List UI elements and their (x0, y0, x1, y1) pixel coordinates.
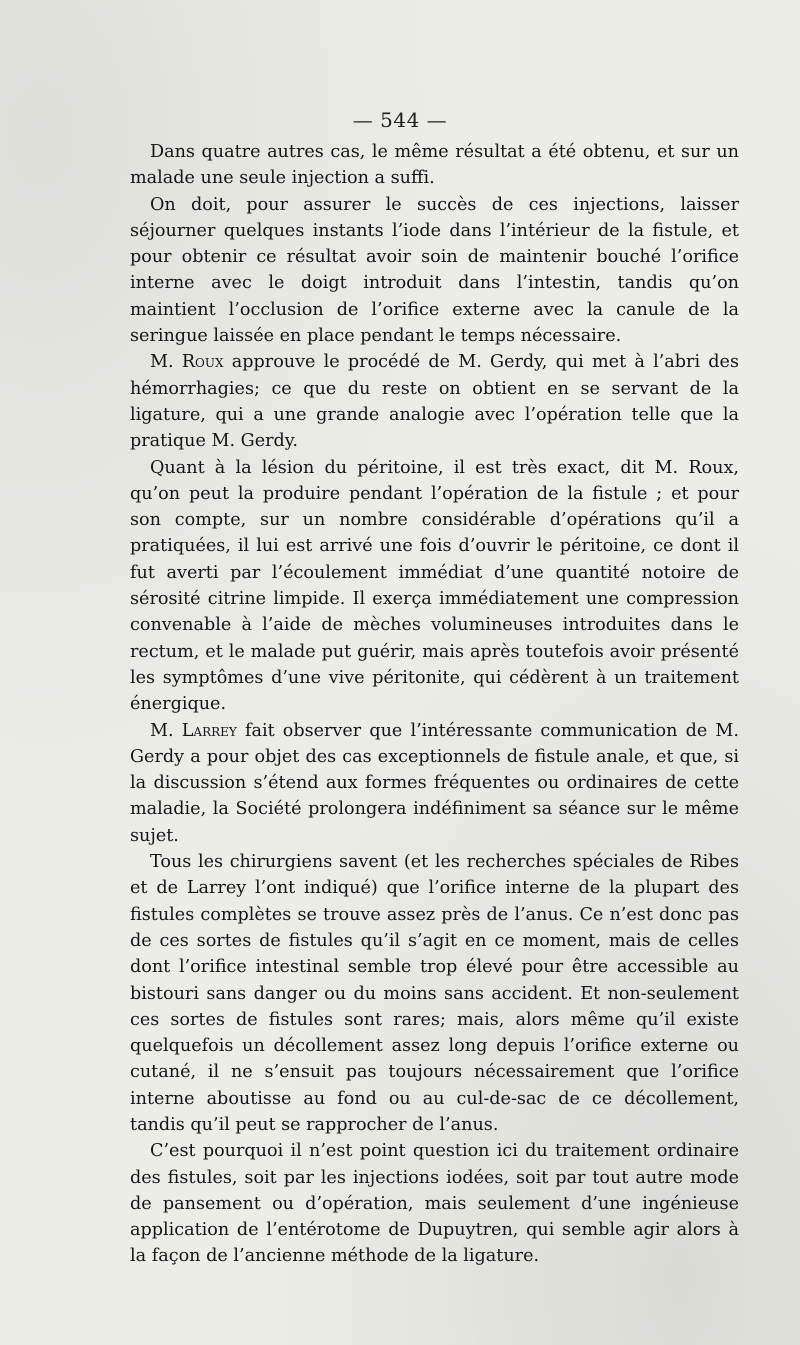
paragraph-4: Quant à la lésion du péritoine, il est très exact, dit M. Roux, qu’on peut la produire pendant l’opération de la fistule ; et pour son compte, sur un nombre considérable d’opérations qu’il a pratiquées, il lui est arrivé une fois d’ouvrir le péritoine, ce dont il fut averti par l’écoulement immédiat d’une quantité notoire de sérosité citrine limpide. Il exerça immédiatement une compression convenable à l’aide de mèches volumineuses introduites dans le rectum, et le malade put guérir, mais après toutefois avoir présenté les symptômes d’une vive péritonite, qui cédèrent à un traitement énergique. (130, 457, 739, 715)
paragraph-3-text: approuve le procédé de M. Gerdy, qui met à l’abri des hémorrhagies; ce que du reste on obtient en se servant de la ligature, qui a une grande analogie avec l’opération telle que la pratique M. Gerdy. (130, 352, 739, 452)
speaker-roux: M. Roux (150, 352, 224, 373)
body-text (130, 139, 739, 1270)
paragraph-6: Tous les chirurgiens savent (et les recherches spéciales de Ribes et de Larrey l’ont indiqué) que l’orifice interne de la plupart des fistules complètes se trouve assez près de l’anus. Ce n’est donc pas de ces sortes de fistules qu’il s’agit en ce moment, mais de celles dont l’orifice intestinal semble trop élevé pour être accessible au bistouri sans danger ou du moins sans accident. Et non-seulement ces sortes de fistules sont rares; mais, alors même qu’il existe quelquefois un décollement assez long depuis l’orifice externe ou cutané, il ne s’ensuit pas toujours nécessairement que l’orifice interne aboutisse au fond ou au cul-de-sac de ce décollement, tandis qu’il peut se rapprocher de l’anus. (130, 852, 739, 1135)
speaker-larrey: M. Larrey (150, 720, 237, 741)
paragraph-2: On doit, pour assurer le succès de ces injections, laisser séjourner quelques instants l’iode dans l’intérieur de la fistule, et pour obtenir ce résultat avoir soin de maintenir bouché l’orifice interne avec le doigt introduit dans l’intestin, tandis qu’on maintient l’occlusion de l’orifice externe avec la canule de la seringue laissée en place pendant le temps nécessaire. (130, 194, 739, 347)
paragraph-7: C’est pourquoi il n’est point question ici du traitement ordinaire des fistules, soit par les injections iodées, soit par tout autre mode de pansement ou d’opération, mais seulement d’une ingénieuse application de l’entérotome de Dupuytren, qui semble agir alors à la façon de l’ancienne méthode de la ligature. (130, 1141, 739, 1267)
paragraph-3 (130, 349, 739, 454)
paragraph-5-text: fait observer que l’intéressante communication de M. Gerdy a pour objet des cas exceptionnels de fistule anale, et que, si la discussion s’étend aux formes fréquentes ou ordinaires de cette maladie, la Société prolongera indéfiniment sa séance sur le même sujet. (130, 720, 739, 846)
paragraph-1: Dans quatre autres cas, le même résultat a été obtenu, et sur un malade une seule injection a suffi. (130, 142, 739, 189)
page-number: — 544 — (352, 108, 448, 132)
paragraph-5 (130, 718, 739, 849)
